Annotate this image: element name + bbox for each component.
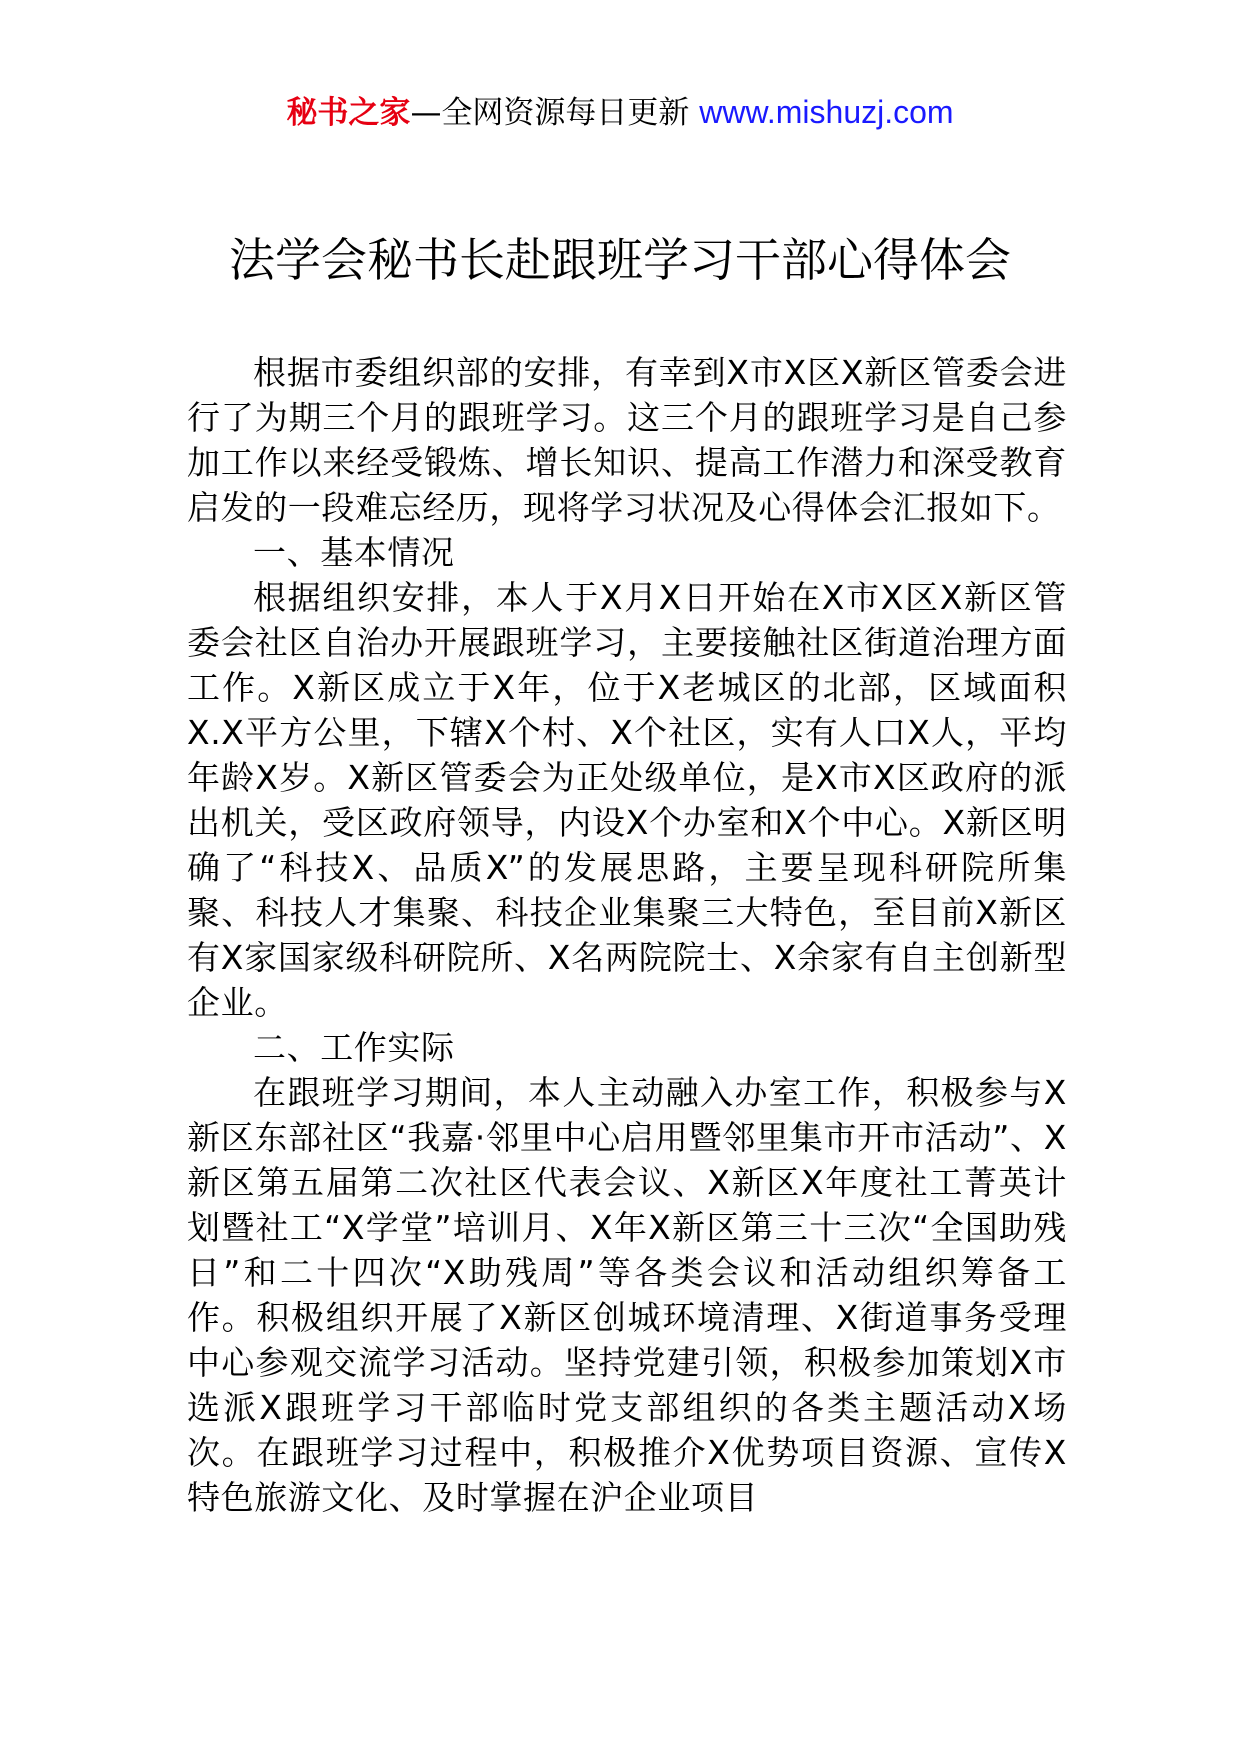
section-heading-work: 二、工作实际 (253, 1028, 455, 1067)
paragraph-work: 在跟班学习期间，本人主动融入办室工作，积极参与X新区东部社区“我嘉·邻里中心启用暨邻里集市开市活动”、X新区第五届第二次社区代表会议、X新区X年度社工菁英计划暨社工“X学堂”培训月、X年X新区第三十三次“全国助残日”和二十四次“X助残周”等各类会议和活动组织筹备工作。积极组织开展了X新区创城环境清理、X街道事务受理中心参观交流学习活动。坚持党建引领，积极参加策划X市选派X跟班学习干部临时党支部组织的各类主题活动X场次。在跟班学习过程中，积极推介X优势项目资源、宣传X特色旅游文化、及时掌握在沪企业项目 (187, 1073, 1067, 1517)
section-heading-basic: 一、基本情况 (253, 533, 455, 572)
paragraph-intro: 根据市委组织部的安排，有幸到X市X区X新区管委会进行了为期三个月的跟班学习。这三个月的跟班学习是自己参加工作以来经受锻炼、增长知识、提高工作潜力和深受教育启发的一段难忘经历，现将学习状况及心得体会汇报如下。 (187, 353, 1067, 527)
document-title: 法学会秘书长赴跟班学习干部心得体会 (229, 233, 1011, 287)
document-body (187, 350, 1067, 1520)
paragraph-basic: 根据组织安排，本人于X月X日开始在X市X区X新区管委会社区自治办开展跟班学习，主要接触社区街道治理方面工作。X新区成立于X年，位于X老城区的北部，区域面积X.X平方公里，下辖X个村、X个社区，实有人口X人，平均年龄X岁。X新区管委会为正处级单位，是X市X区政府的派出机关，受区政府领导，内设X个办室和X个中心。X新区明确了“科技X、品质X”的发展思路，主要呈现科研院所集聚、科技人才集聚、科技企业集聚三大特色，至目前X新区有X家国家级科研院所、X名两院院士、X余家有自主创新型企业。 (187, 578, 1067, 1022)
site-brand: 秘书之家 (286, 95, 411, 131)
site-url-link[interactable]: www.mishuzj.com (699, 94, 954, 130)
site-header (0, 92, 1240, 133)
site-tagline: —全网资源每日更新 (410, 95, 690, 131)
